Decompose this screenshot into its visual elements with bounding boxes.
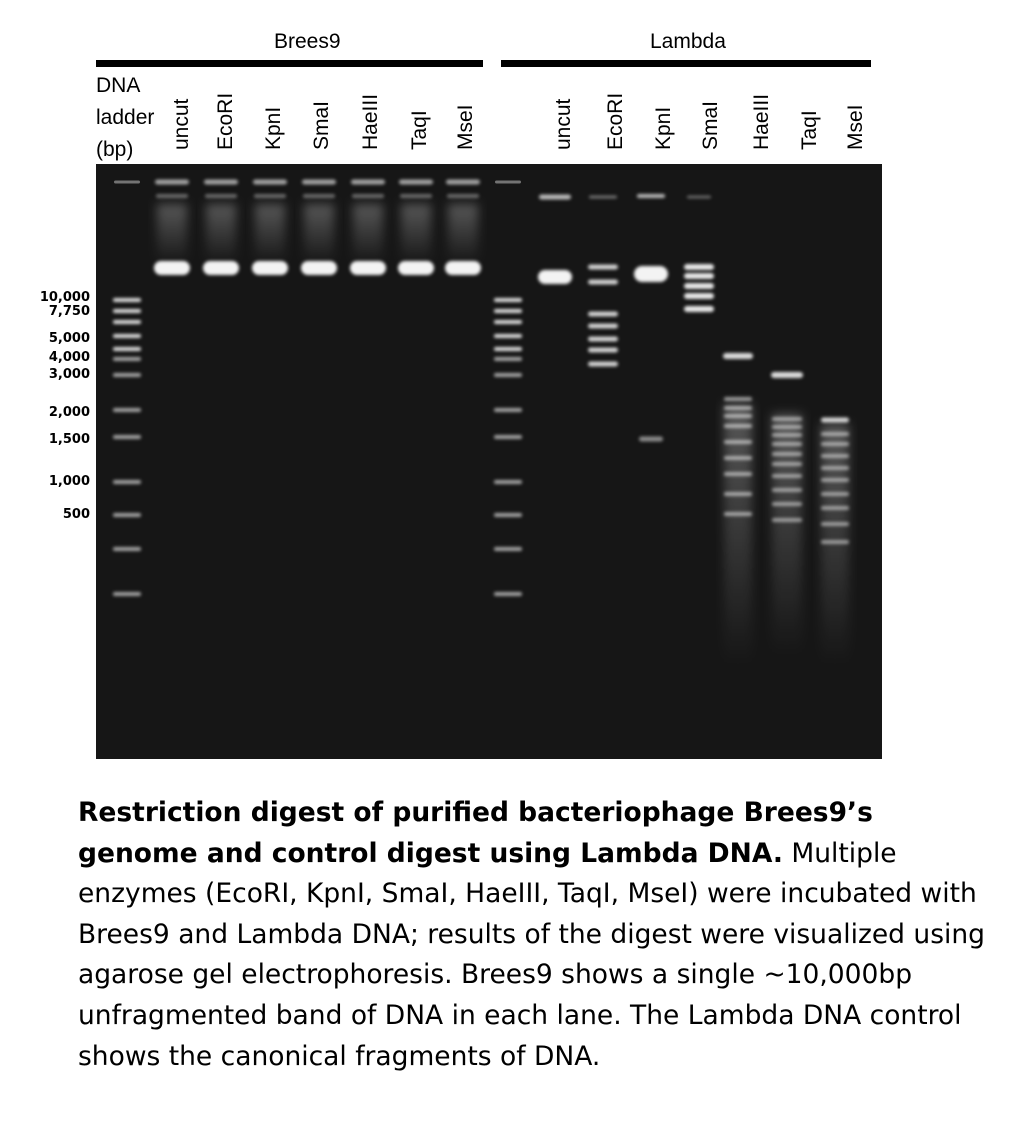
ladder-band [113,347,141,351]
ecori-band [588,280,618,285]
ladder-size-2000: 2,000 [48,405,90,420]
lane-label-brees9-smai: SmaI [310,100,333,150]
ladder-size-10000: 10,000 [39,290,90,305]
well [399,180,433,185]
well [155,180,189,185]
ecori-band [588,312,618,317]
lane-label-lambda-haeiii: HaeIII [750,93,773,150]
ecori-band [588,362,618,367]
well [687,196,711,199]
well [495,181,521,184]
ladder-size-7750: 7,750 [48,304,90,319]
ladder-band [113,480,141,484]
well [351,180,385,185]
msei-band [821,418,849,423]
ladder-header: DNA ladder (bp) [96,74,155,161]
ladder-size-500: 500 [62,507,90,522]
ladder-band [113,513,141,517]
ladder-band [494,547,522,551]
ladder-band [494,298,522,302]
taqi-smear [772,414,802,654]
lane-label-brees9-msei: MseI [454,104,477,150]
ladder-size-3000: 3,000 [48,367,90,382]
lane-label-lambda-uncut: uncut [552,98,575,150]
lane-smear [255,204,285,264]
ladder-size-5000: 5,000 [48,331,90,346]
well-band [303,194,335,198]
haeiii-smear [724,404,752,664]
lane-label-lambda-msei: MseI [844,104,867,150]
well [446,180,480,185]
smai-band [684,306,714,312]
haeiii-band [724,397,752,401]
lane-label-brees9-ecori: EcoRI [214,92,237,150]
ladder-band [494,435,522,439]
ladder-band [113,408,141,412]
ladder-band [494,592,522,596]
group-label-brees9: Brees9 [274,30,341,53]
lane-label-brees9-uncut: uncut [170,98,193,150]
smai-band [684,264,714,270]
ladder-size-1000: 1,000 [48,474,90,489]
well-band [156,194,188,198]
ladder-band [113,320,141,324]
ladder-band [494,373,522,377]
ladder-band [113,547,141,551]
ecori-band [588,265,618,270]
kpni-band [634,266,668,282]
lane-label-brees9-taqi: TaqI [408,110,431,150]
group-label-lambda: Lambda [650,30,726,53]
lambda-uncut-band [538,270,572,284]
lane-smear [448,204,478,264]
lane-smear [206,204,236,264]
well [302,180,336,185]
gel-image [96,164,882,759]
ladder-band [494,347,522,351]
lane-label-lambda-smai: SmaI [699,100,722,150]
taqi-band [771,372,803,378]
ladder-band [494,480,522,484]
ecori-band [588,324,618,329]
ladder-band [113,592,141,596]
ladder-band [113,373,141,377]
well [539,195,571,200]
lane-label-brees9-kpni: KpnI [262,106,285,150]
ladder-band [494,408,522,412]
lane-label-lambda-kpni: KpnI [652,106,675,150]
figure-caption [78,793,998,1077]
well [204,180,238,185]
msei-smear [821,424,849,664]
ladder-band [113,334,141,338]
ladder-band [113,435,141,439]
ladder-band [494,513,522,517]
caption-title: Restriction digest of purified bacteriophage Brees9’s genome and control digest using Lambda DNA. [78,797,873,869]
ecori-band [588,348,618,353]
ladder-band [113,298,141,302]
lane-smear [157,204,187,264]
well [637,194,665,198]
ladder-band [113,357,141,361]
smai-band [684,283,714,289]
lane-label-lambda-taqi: TaqI [798,110,821,150]
group-bar-brees9 [96,60,483,67]
ladder-band [494,320,522,324]
lane-smear [353,204,383,264]
lane-label-lambda-ecori: EcoRI [604,92,627,150]
lane-smear [304,204,334,264]
caption-body: Multiple enzymes (EcoRI, KpnI, SmaI, HaeIII, TaqI, MseI) were incubated with Brees9 and Lambda DNA; results of the digest were visualized using agarose gel electrophoresis. Brees9 shows a single ~10,000bp unfragmented band of DNA in each lane. The Lambda DNA control shows the canonical fragments of DNA. [78,837,985,1072]
lane-label-brees9-haeiii: HaeIII [359,93,382,150]
ladder-band [113,309,141,313]
well-band [205,194,237,198]
smai-band [684,293,714,299]
ladder-band [494,334,522,338]
haeiii-band [723,353,753,359]
well-band [400,194,432,198]
well-band [254,194,286,198]
smai-band [684,273,714,279]
ladder-size-4000: 4,000 [48,350,90,365]
ladder-band [494,357,522,361]
lane-smear [401,204,431,264]
ecori-band [588,337,618,342]
kpni-band [639,437,663,442]
well-band [352,194,384,198]
group-bar-lambda [501,60,871,67]
well-band [447,194,479,198]
well [589,196,617,199]
well [253,180,287,185]
ladder-size-1500: 1,500 [48,432,90,447]
ladder-band [494,309,522,313]
well [114,181,140,184]
